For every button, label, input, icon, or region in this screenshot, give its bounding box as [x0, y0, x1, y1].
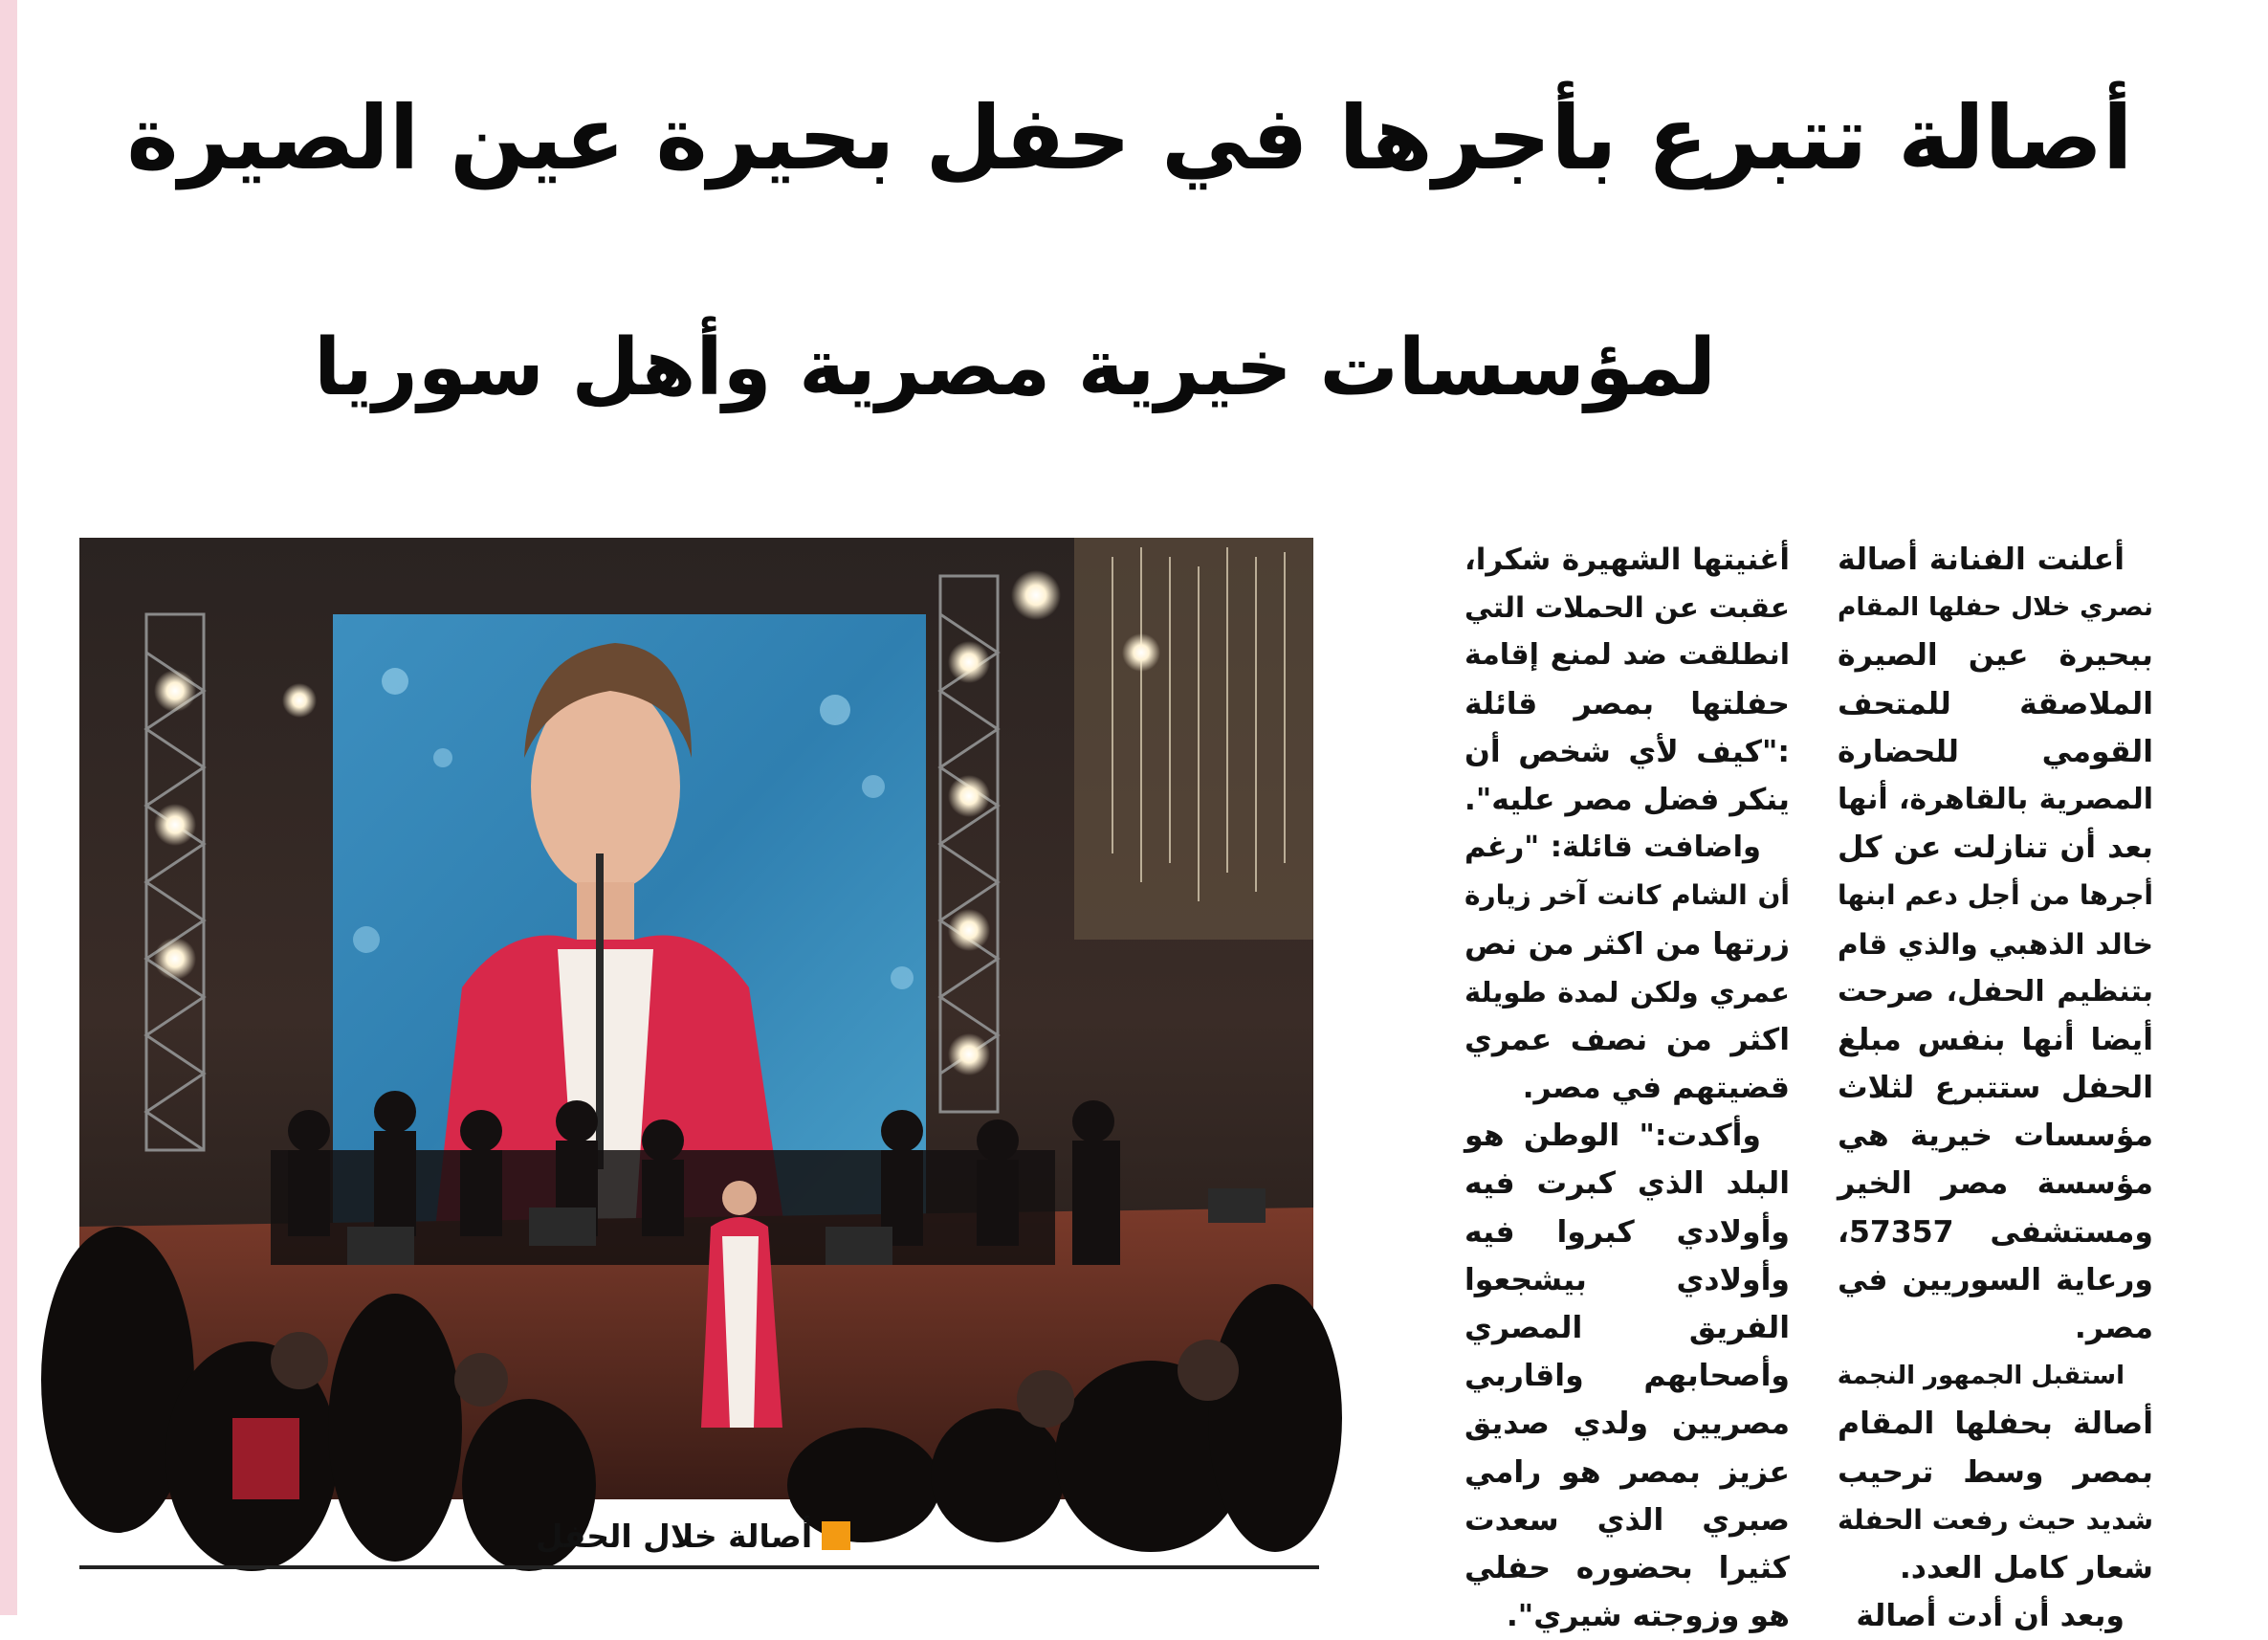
article-line: أعلنت الفنانة أصالة — [1838, 543, 2125, 577]
article-line: القومي للحضارة — [1838, 734, 2153, 769]
article-line: الملاصقة للمتحف — [1838, 686, 2153, 721]
article-line: حفلتها بمصر قائلة — [1464, 686, 1790, 721]
photo-caption-text: أصالة خلال الحفل — [536, 1517, 813, 1555]
article-line: بتنظيم الحفل، صرحت — [1838, 974, 2153, 1008]
article-line: عمري ولكن لمدة طويلة — [1464, 975, 1790, 1008]
article-line: مصريين ولدي صديق — [1464, 1407, 1790, 1442]
article-line: زرتها من اكثر من نص — [1464, 926, 1790, 962]
article-line: ورعاية السوريين في — [1838, 1262, 2153, 1297]
headline-line-2: لمؤسسات خيرية مصرية وأهل سوريا — [314, 322, 1716, 413]
article-line: شديد حيث رفعت الحفلة — [1838, 1503, 2153, 1536]
article-line: البلد الذي كبرت فيه — [1464, 1166, 1790, 1202]
article-line: أيضا أنها بنفس مبلغ — [1838, 1022, 2153, 1057]
article-line: أجرها من أجل دعم ابنها — [1838, 879, 2153, 912]
article-line: مؤسسة مصر الخير — [1838, 1166, 2153, 1202]
article-line: أن الشام كانت آخر زيارة — [1464, 879, 1790, 912]
article-line: عقبت عن الحملات التي — [1464, 591, 1790, 625]
article-line: صبري الذي سعدت — [1464, 1502, 1790, 1538]
article-line: قضيتهم في مصر. — [1522, 1071, 1790, 1106]
article-line: وبعد أن أدت أصالة — [1856, 1599, 2125, 1634]
article-line: وأولادي كبروا فيه — [1464, 1214, 1790, 1250]
article-line: أغنيتها الشهيرة شكرا، — [1464, 543, 1790, 577]
concert-photo — [79, 538, 1313, 1499]
article-line: بمصر وسط ترحيب — [1838, 1454, 2153, 1490]
article-line: خالد الذهبي والذي قام — [1838, 927, 2153, 961]
bottom-rule — [79, 1565, 1319, 1569]
article-column-middle — [1464, 536, 1790, 1640]
article-line: وأكدت:" الوطن هو — [1464, 1119, 1761, 1154]
article-line: الحفل ستتبرع لثلاث — [1838, 1071, 2153, 1106]
article-line: اكثر من نصف عمري — [1464, 1022, 1790, 1057]
article-column-right — [1838, 536, 2153, 1640]
headline-line-1: أصالة تتبرع بأجرها في حفل بحيرة عين الصيرة — [126, 87, 2133, 189]
article-line: مؤسسات خيرية هي — [1838, 1119, 2153, 1154]
caption-square-icon — [822, 1521, 850, 1550]
article-line: استقبل الجمهور النجمة — [1837, 1362, 2125, 1391]
article-line: أصالة بحفلها المقام — [1838, 1407, 2153, 1442]
article-line: عزيز بمصر هو رامي — [1464, 1454, 1790, 1490]
article-line: بعد أن تنازلت عن كل — [1838, 831, 2153, 866]
article-line: هو وزوجته شيري". — [1506, 1599, 1790, 1634]
article-line: :"كيف لأي شخص أن — [1464, 734, 1790, 769]
concert-photo-illustration — [79, 538, 1313, 1499]
article-line: شعار كامل العدد. — [1899, 1550, 2153, 1585]
article-line: الفريق المصري — [1464, 1311, 1790, 1345]
page-edge-strip — [0, 0, 17, 1615]
article-line: المصرية بالقاهرة، أنها — [1838, 782, 2153, 816]
article-line: ببحيرة عين الصيرة — [1838, 638, 2153, 674]
article-line: مصر. — [2074, 1311, 2153, 1345]
article-line: كثيرا بحضوره حفلي — [1464, 1550, 1790, 1585]
article-line: انطلقت ضد لمنع إقامة — [1464, 638, 1790, 673]
article-line: ينكر فضل مصر عليه". — [1464, 782, 1790, 817]
article-line: وأصحابهم واقاربي — [1464, 1359, 1790, 1394]
photo-caption — [536, 1514, 850, 1558]
article-line: نصري خلال حفلها المقام — [1838, 592, 2153, 623]
article-line: واضافت قائلة: "رغم — [1464, 831, 1761, 865]
article-line: ومستشفى 57357، — [1838, 1214, 2153, 1250]
article-line: وأولادي بيشجعوا — [1464, 1262, 1790, 1297]
